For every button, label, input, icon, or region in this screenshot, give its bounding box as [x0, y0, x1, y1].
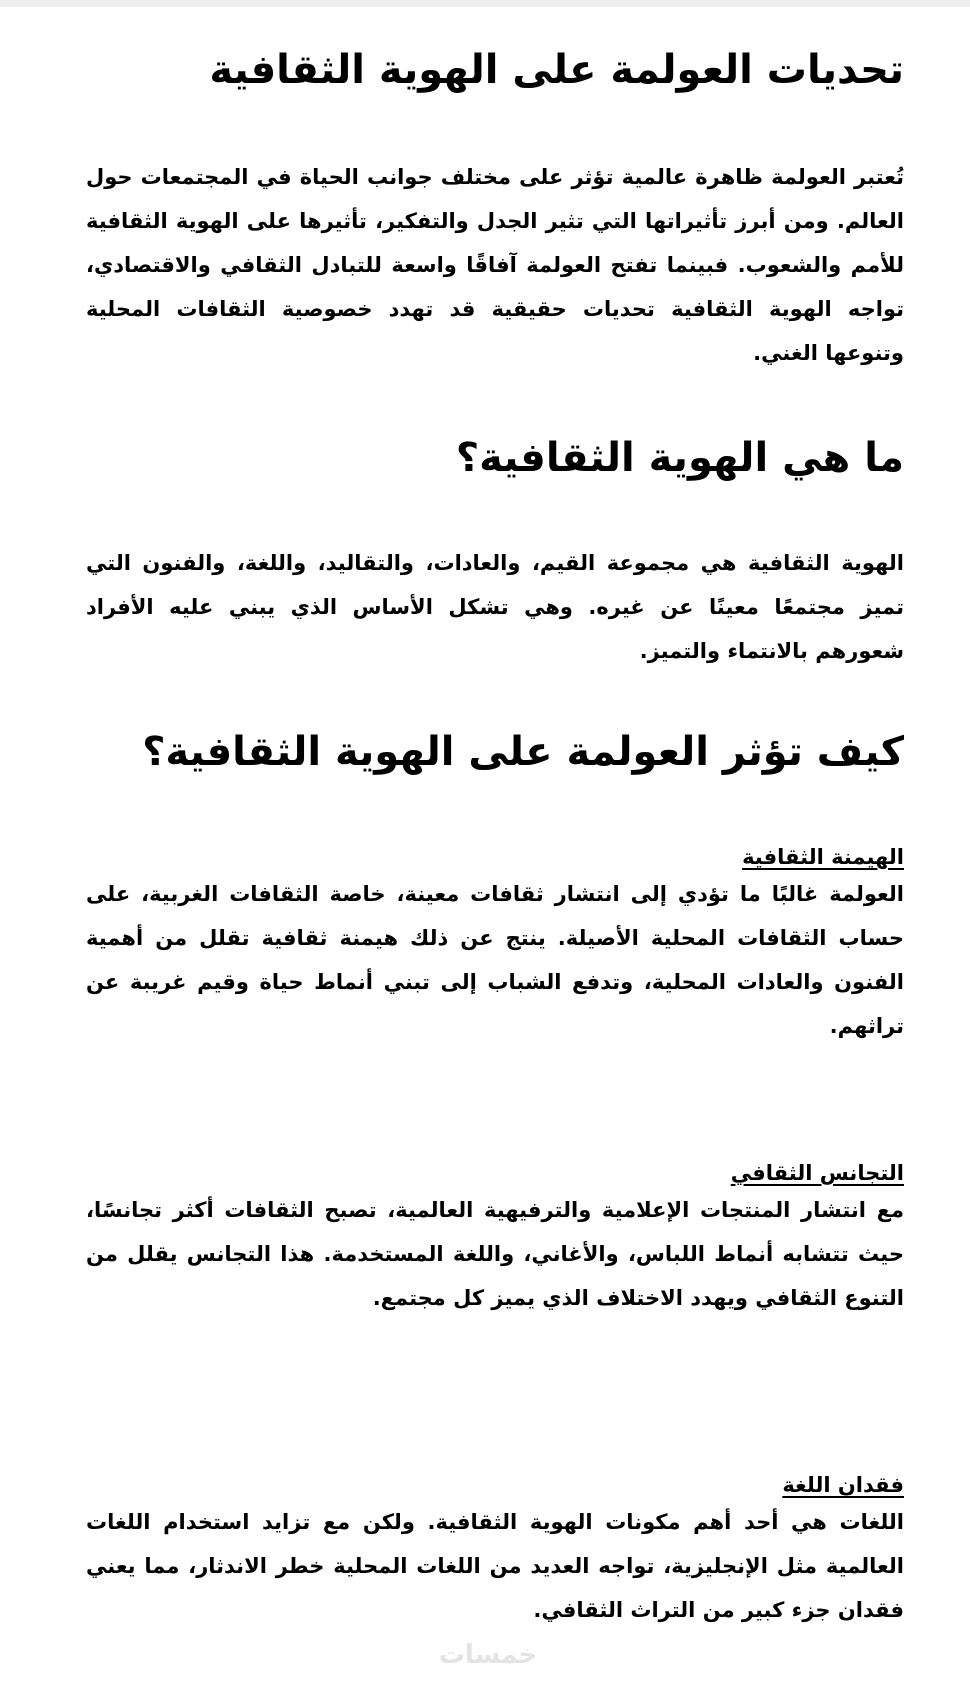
section-heading-cultural-identity: ما هي الهوية الثقافية؟	[455, 435, 904, 481]
language-loss-paragraph: اللغات هي أحد أهم مكونات الهوية الثقافية. ولكن مع تزايد استخدام اللغات العالمية مثل الإنجليزية، تواجه العديد من اللغات المحلية خطر الاندثار، مما يعني فقدان جزء كبير من التراث الثقافي.	[86, 1510, 904, 1622]
subheading-cultural-homogenization: التجانس الثقافي	[730, 1161, 904, 1185]
cultural-homogenization-paragraph: مع انتشار المنتجات الإعلامية والترفيهية العالمية، تصبح الثقافات أكثر تجانسًا، حيث تتشابه أنماط اللباس، والأغاني، واللغة المستخدمة. هذا التجانس يقلل من التنوع الثقافي ويهدد الاختلاف الذي يميز كل مجتمع.	[86, 1198, 904, 1310]
section-heading-globalization-effects: كيف تؤثر العولمة على الهوية الثقافية؟	[142, 729, 904, 775]
page-title: تحديات العولمة على الهوية الثقافية	[209, 47, 904, 93]
subheading-language-loss: فقدان اللغة	[782, 1473, 904, 1497]
cultural-hegemony-paragraph: العولمة غالبًا ما تؤدي إلى انتشار ثقافات معينة، خاصة الثقافات الغربية، على حساب الثقافات المحلية الأصيلة. ينتج عن ذلك هيمنة ثقافية تقلل من أهمية الفنون والعادات المحلية، وتدفع الشباب إلى تبني أنماط حياة وقيم غريبة عن تراثهم.	[86, 882, 904, 1038]
watermark-logo: خمسات	[438, 1640, 538, 1670]
subheading-cultural-hegemony: الهيمنة الثقافية	[742, 845, 904, 869]
intro-paragraph: تُعتبر العولمة ظاهرة عالمية تؤثر على مختلف جوانب الحياة في المجتمعات حول العالم. ومن أبرز تأثيراتها التي تثير الجدل والتفكير، تأثيرها على الهوية الثقافية للأمم والشعوب. فبينما تفتح العولمة آفاقًا واسعة للتبادل الثقافي والاقتصادي، تواجه الهوية الثقافية تحديات حقيقية قد تهدد خصوصية الثقافات المحلية وتنوعها الغني.	[86, 165, 904, 365]
cultural-identity-paragraph: الهوية الثقافية هي مجموعة القيم، والعادات، والتقاليد، واللغة، والفنون التي تميز مجتمعًا معينًا عن غيره. وهي تشكل الأساس الذي يبني عليه الأفراد شعورهم بالانتماء والتميز.	[86, 551, 904, 663]
